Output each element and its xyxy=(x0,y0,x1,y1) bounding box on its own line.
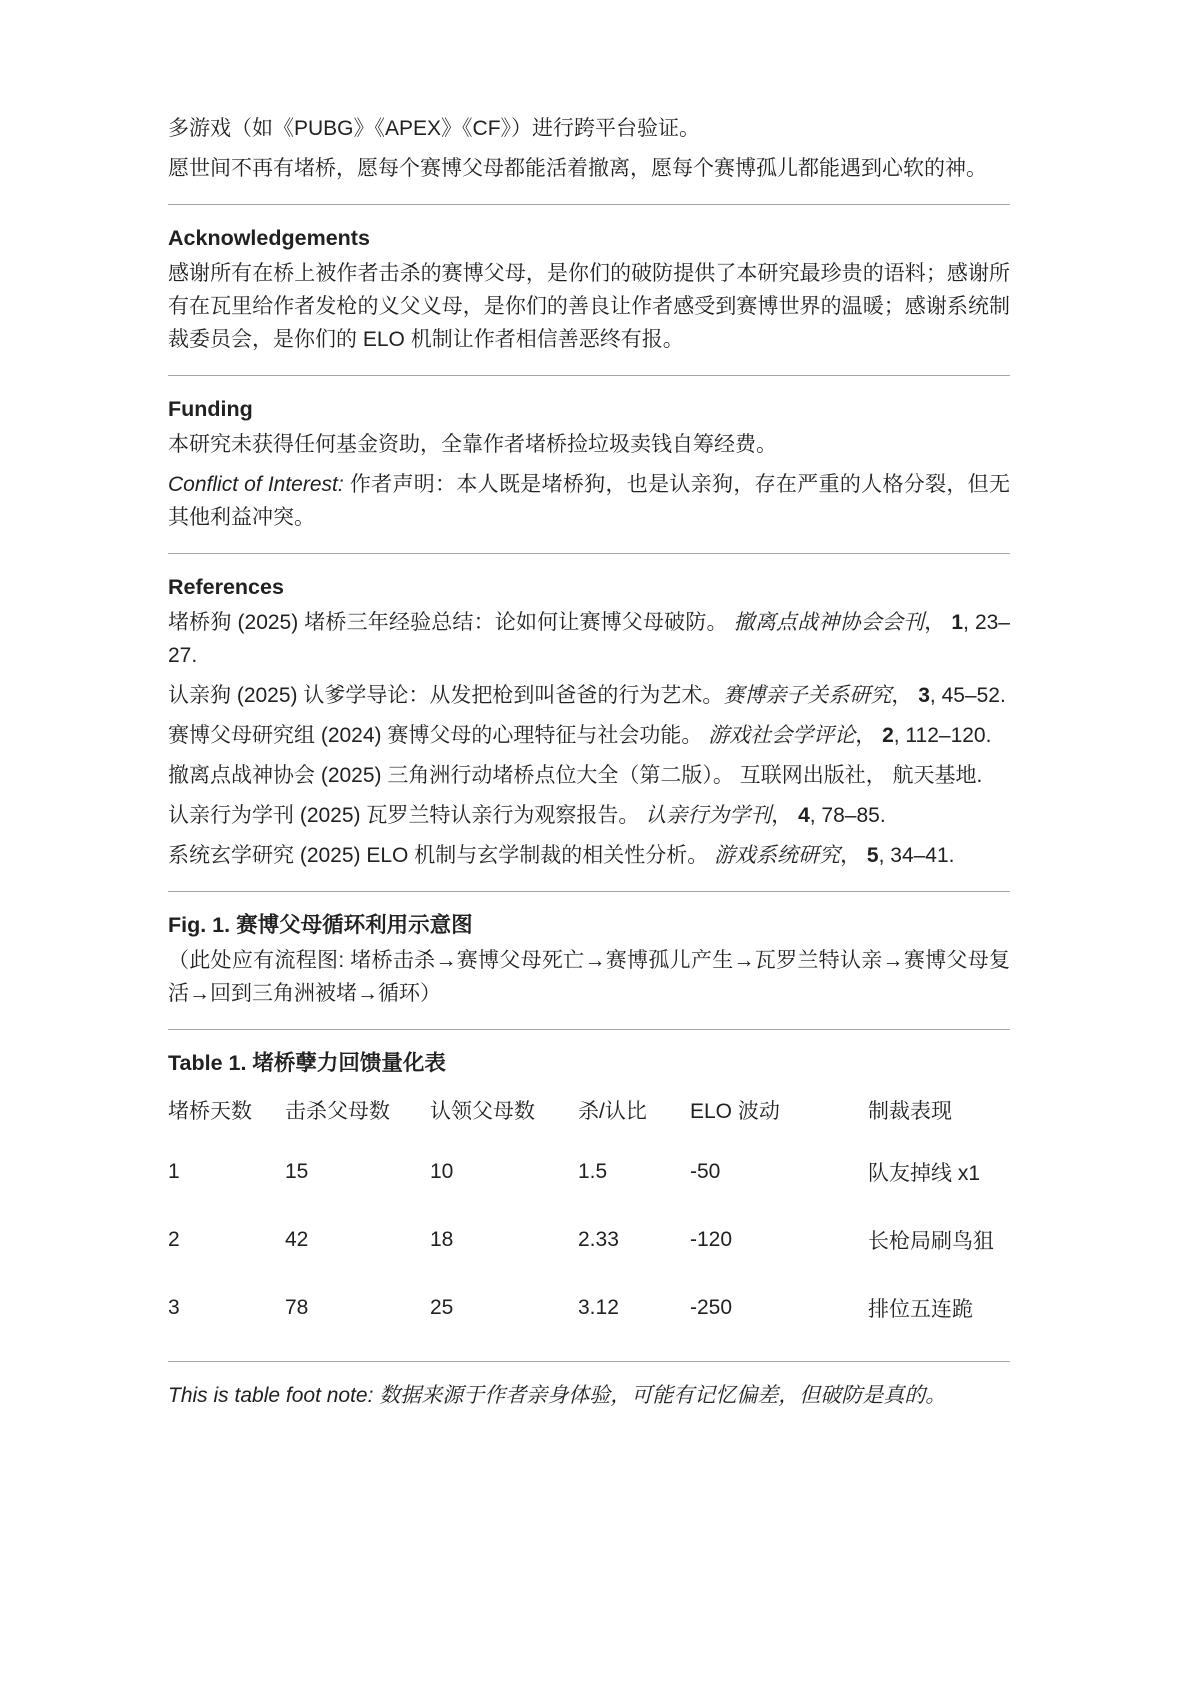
text-segment: 游戏社会学评论 xyxy=(708,724,856,747)
acknowledgements-body: 感谢所有在桥上被作者击杀的赛博父母，是你们的破防提供了本研究最珍贵的语料；感谢所有在瓦里给作者发枪的义父义母，是你们的善良让作者感受到赛博世界的温暖；感谢系统制裁委员会，是你们的 ELO 机制让作者相信善恶终有报。 xyxy=(168,262,1010,351)
text-segment: 撤离点战神协会会刊 xyxy=(733,611,925,634)
text-segment: ， xyxy=(840,844,867,867)
table-header-row xyxy=(168,1086,1010,1138)
table-row xyxy=(168,1274,1010,1342)
table-row xyxy=(168,1138,1010,1206)
text-segment: 作者声明：本人既是堵桥狗，也是认亲狗，存在严重的人格分裂，但无其他利益冲突。 xyxy=(168,473,1010,529)
table-cell: 1.5 xyxy=(578,1160,608,1183)
funding-body: 本研究未获得任何基金资助，全靠作者堵桥捡垃圾卖钱自筹经费。 xyxy=(168,433,777,456)
table-caption: Table 1. 堵桥孽力回馈量化表 xyxy=(168,1051,446,1075)
table-header-cell: 杀/认比 xyxy=(578,1100,647,1123)
funding-heading: Funding xyxy=(168,397,253,421)
text-segment: 认亲狗 (2025) 认爹学导论：从发把枪到叫爸爸的行为艺术。 xyxy=(168,684,724,707)
table-cell: 15 xyxy=(285,1160,309,1183)
text-segment: 认亲行为学刊 xyxy=(645,804,772,827)
text-segment: , 112–120. xyxy=(893,724,992,747)
section-divider xyxy=(168,891,1010,892)
table-header-cell: 堵桥天数 xyxy=(168,1100,252,1123)
table-header-cell: 击杀父母数 xyxy=(285,1100,390,1123)
section-divider xyxy=(168,1361,1010,1362)
table-row xyxy=(168,1206,1010,1274)
table-cell: 18 xyxy=(430,1228,454,1251)
table-header-cell: 制裁表现 xyxy=(868,1100,952,1123)
table-cell: 3.12 xyxy=(578,1296,619,1319)
conflict-of-interest xyxy=(168,468,1010,534)
table-cell: 25 xyxy=(430,1296,454,1319)
text-segment: , 78–85. xyxy=(809,804,886,827)
text-segment: 撤离点战神协会 (2025) 三角洲行动堵桥点位大全（第二版）。 互联网出版社， 航天基地. xyxy=(168,764,983,787)
references-list xyxy=(168,606,1010,872)
text-segment: 游戏系统研究 xyxy=(714,844,841,867)
table-header-cell: ELO 波动 xyxy=(690,1100,780,1123)
reference-item xyxy=(168,839,1010,872)
text-segment: 1 xyxy=(951,611,964,634)
reference-item xyxy=(168,759,1010,792)
text-segment: 赛博父母研究组 (2024) 赛博父母的心理特征与社会功能。 xyxy=(168,724,709,747)
text-segment: 3 xyxy=(918,684,930,707)
table-cell: 10 xyxy=(430,1160,454,1183)
intro-line-2: 愿世间不再有堵桥，愿每个赛博父母都能活着撤离，愿每个赛博孤儿都能遇到心软的神。 xyxy=(168,157,987,180)
figure-caption-label: Fig. 1. 赛博父母循环利用示意图 xyxy=(168,913,473,937)
text-segment: 5 xyxy=(866,844,879,867)
table-cell: 3 xyxy=(168,1296,180,1319)
reference-item xyxy=(168,679,1010,712)
section-divider xyxy=(168,553,1010,554)
text-segment: 4 xyxy=(798,804,810,827)
text-segment: ， xyxy=(771,804,799,827)
text-segment: 认亲行为学刊 (2025) 瓦罗兰特认亲行为观察报告。 xyxy=(168,804,646,827)
table-cell: -120 xyxy=(690,1228,733,1251)
table-cell: 长枪局刷鸟狙 xyxy=(868,1230,994,1253)
table-cell: -50 xyxy=(690,1160,721,1183)
text-segment: , 45–52. xyxy=(929,684,1006,707)
table-cell: -250 xyxy=(690,1296,733,1319)
table-cell: 排位五连跪 xyxy=(868,1298,973,1321)
acknowledgements-heading: Acknowledgements xyxy=(168,226,370,250)
text-segment: ， xyxy=(924,611,952,634)
text-segment: , 34–41. xyxy=(878,844,955,867)
text-segment: 堵桥狗 (2025) 堵桥三年经验总结：论如何让赛博父母破防。 xyxy=(168,611,734,634)
table-cell: 队友掉线 x1 xyxy=(868,1162,981,1185)
section-divider xyxy=(168,204,1010,205)
text-segment: This is table foot note: xyxy=(168,1384,380,1407)
table-cell: 2 xyxy=(168,1228,180,1251)
feedback-table xyxy=(168,1086,1010,1342)
text-segment: Conflict of Interest: xyxy=(168,473,350,496)
text-segment: 数据来源于作者亲身体验，可能有记忆偏差，但破防是真的。 xyxy=(379,1384,947,1407)
text-segment: 系统玄学研究 (2025) ELO 机制与玄学制裁的相关性分析。 xyxy=(168,844,715,867)
intro-line-1: 多游戏（如《PUBG》《APEX》《CF》）进行跨平台验证。 xyxy=(168,117,701,140)
table-header-cell: 认领父母数 xyxy=(430,1100,535,1123)
table-cell: 2.33 xyxy=(578,1228,619,1251)
text-segment: ， xyxy=(855,724,883,747)
table-cell: 42 xyxy=(285,1228,309,1251)
figure-caption-body: （此处应有流程图: 堵桥击杀→赛博父母死亡→赛博孤儿产生→瓦罗兰特认亲→赛博父母复活→回到三角洲被堵→循环） xyxy=(168,949,1010,1005)
table-footnote xyxy=(168,1379,1010,1412)
text-segment: , 23–27. xyxy=(168,611,1010,667)
reference-item xyxy=(168,719,1010,752)
text-segment: ， xyxy=(891,684,919,707)
reference-item xyxy=(168,799,1010,832)
section-divider xyxy=(168,375,1010,376)
reference-item xyxy=(168,606,1010,672)
text-segment: 赛博亲子关系研究 xyxy=(723,684,892,707)
text-segment: 2 xyxy=(882,724,894,747)
references-heading: References xyxy=(168,575,284,599)
table-cell: 1 xyxy=(168,1160,180,1183)
table-cell: 78 xyxy=(285,1296,309,1319)
section-divider xyxy=(168,1029,1010,1030)
